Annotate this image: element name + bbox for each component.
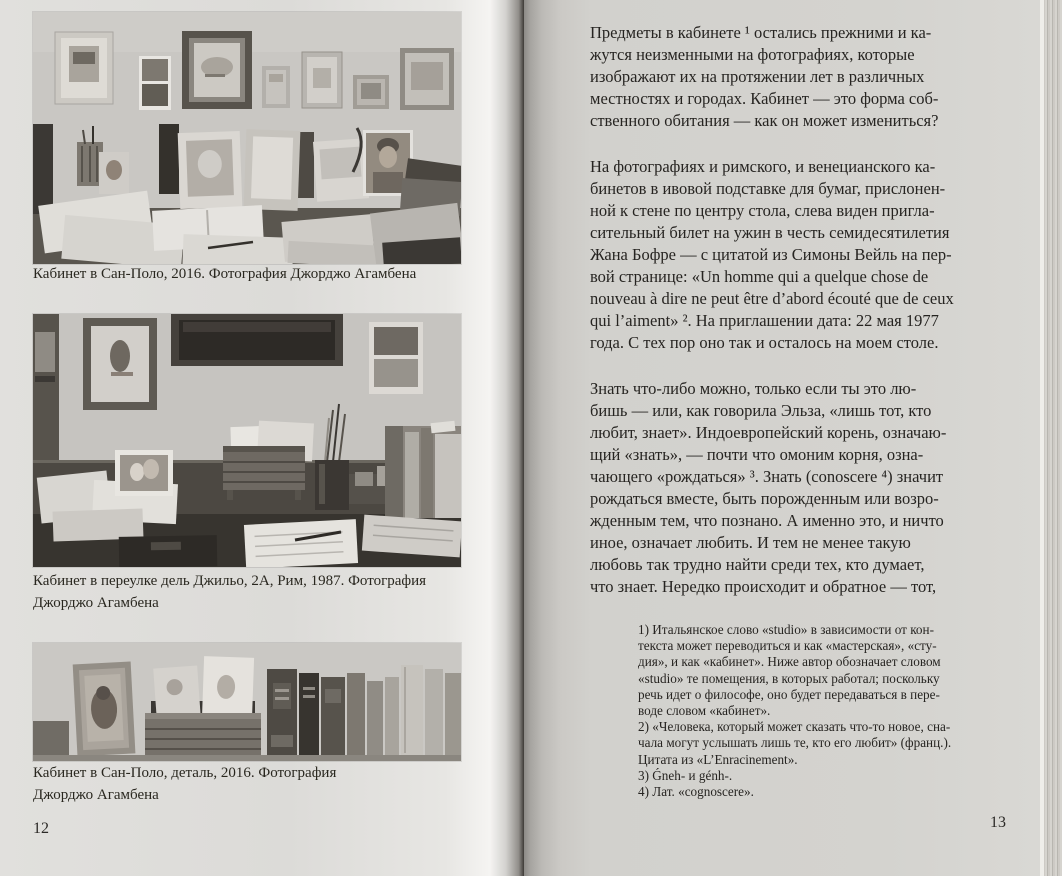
page-right <box>524 0 1040 876</box>
page-number-right: 13 <box>990 814 1006 831</box>
photo-caption-2: Кабинет в переулке дель Джильо, 2А, Рим, 1987. Фотография Джорджо Агамбена <box>33 573 427 611</box>
photo-san-polo-2016 <box>33 12 461 264</box>
page-number-left: 12 <box>33 820 49 837</box>
photo-san-polo-2016-image <box>33 12 461 264</box>
book-fore-edge <box>1040 0 1062 876</box>
footnote-2: 2) «Человека, который может сказать что-то новое, сна- чала могут услышать лишь те, кто его любит» (франц.). Цитата из «L’Enracinement». <box>638 719 952 767</box>
photo-caption-3: Кабинет в Сан-Поло, деталь, 2016. Фотография Джорджо Агамбена <box>33 765 337 803</box>
footnote-3: 3) Ǵneh- и génh-. <box>638 767 733 783</box>
photo-rome-1987 <box>33 314 461 567</box>
photo-shelf-detail-image <box>33 643 461 761</box>
paragraph-1: Предметы в кабинете ¹ остались прежними и ка- жутся неизменными на фотографиях, которые изображают их на протяжении лет в различных местностях и городах. Кабинет — это форма соб- ственного обитания — как он может измениться? <box>590 23 939 130</box>
footnote-4: 4) Лат. «cognoscere». <box>638 784 754 800</box>
paragraph-3: Знать что-либо можно, только если ты это лю- бишь — или, как говорила Эльза, «лишь тот, кто любит, знает». Индоевропейский корень, означаю- щий «знать», — почти что омоним корня, озна- чающего «рождаться» ³. Знать (conoscere ⁴) значит рождаться вместе, быть порожденным или возро- жденным тем, что познано. А именно это, и ничто иное, означает любить. И тем не менее такую любовь так трудно найти среди тех, кто думает, что знает. Нередко происходит и обратное — тот, <box>590 379 947 596</box>
photo-rome-1987-image <box>33 314 461 567</box>
photo-caption-1: Кабинет в Сан-Поло, 2016. Фотография Джорджо Агамбена <box>33 266 417 282</box>
page-left <box>0 0 524 876</box>
photo-shelf-detail <box>33 643 461 761</box>
footnote-1: 1) Итальянское слово «studio» в зависимости от кон- текста может переводиться и как «мастерская», «сту- дия», и как «кабинет». Ниже автор обозначает словом «studio» те помещения, в которых работал; поскольку речь идет о философе, оно будет передаваться в пере- воде словом «кабинет». <box>638 622 941 719</box>
footnotes-block <box>638 622 1022 800</box>
paragraph-2: На фотографиях и римского, и венецианского ка- бинетов в ивовой подставке для бумаг, прислонен- ной к стене по центру стола, слева виден пригла- сительный билет на ужин в честь семидесятилетия Жана Бофре — с цитатой из Симоны Вейль на пер- вой странице: «Un homme qui a quelque chose de nouveau à dire ne peut être d’abord écouté que de ceux qui l’aiment» ². На приглашении дата: 22 мая 1977 года. С тех пор оно так и осталось на моем столе. <box>590 157 954 352</box>
body-text-column <box>590 22 1020 800</box>
